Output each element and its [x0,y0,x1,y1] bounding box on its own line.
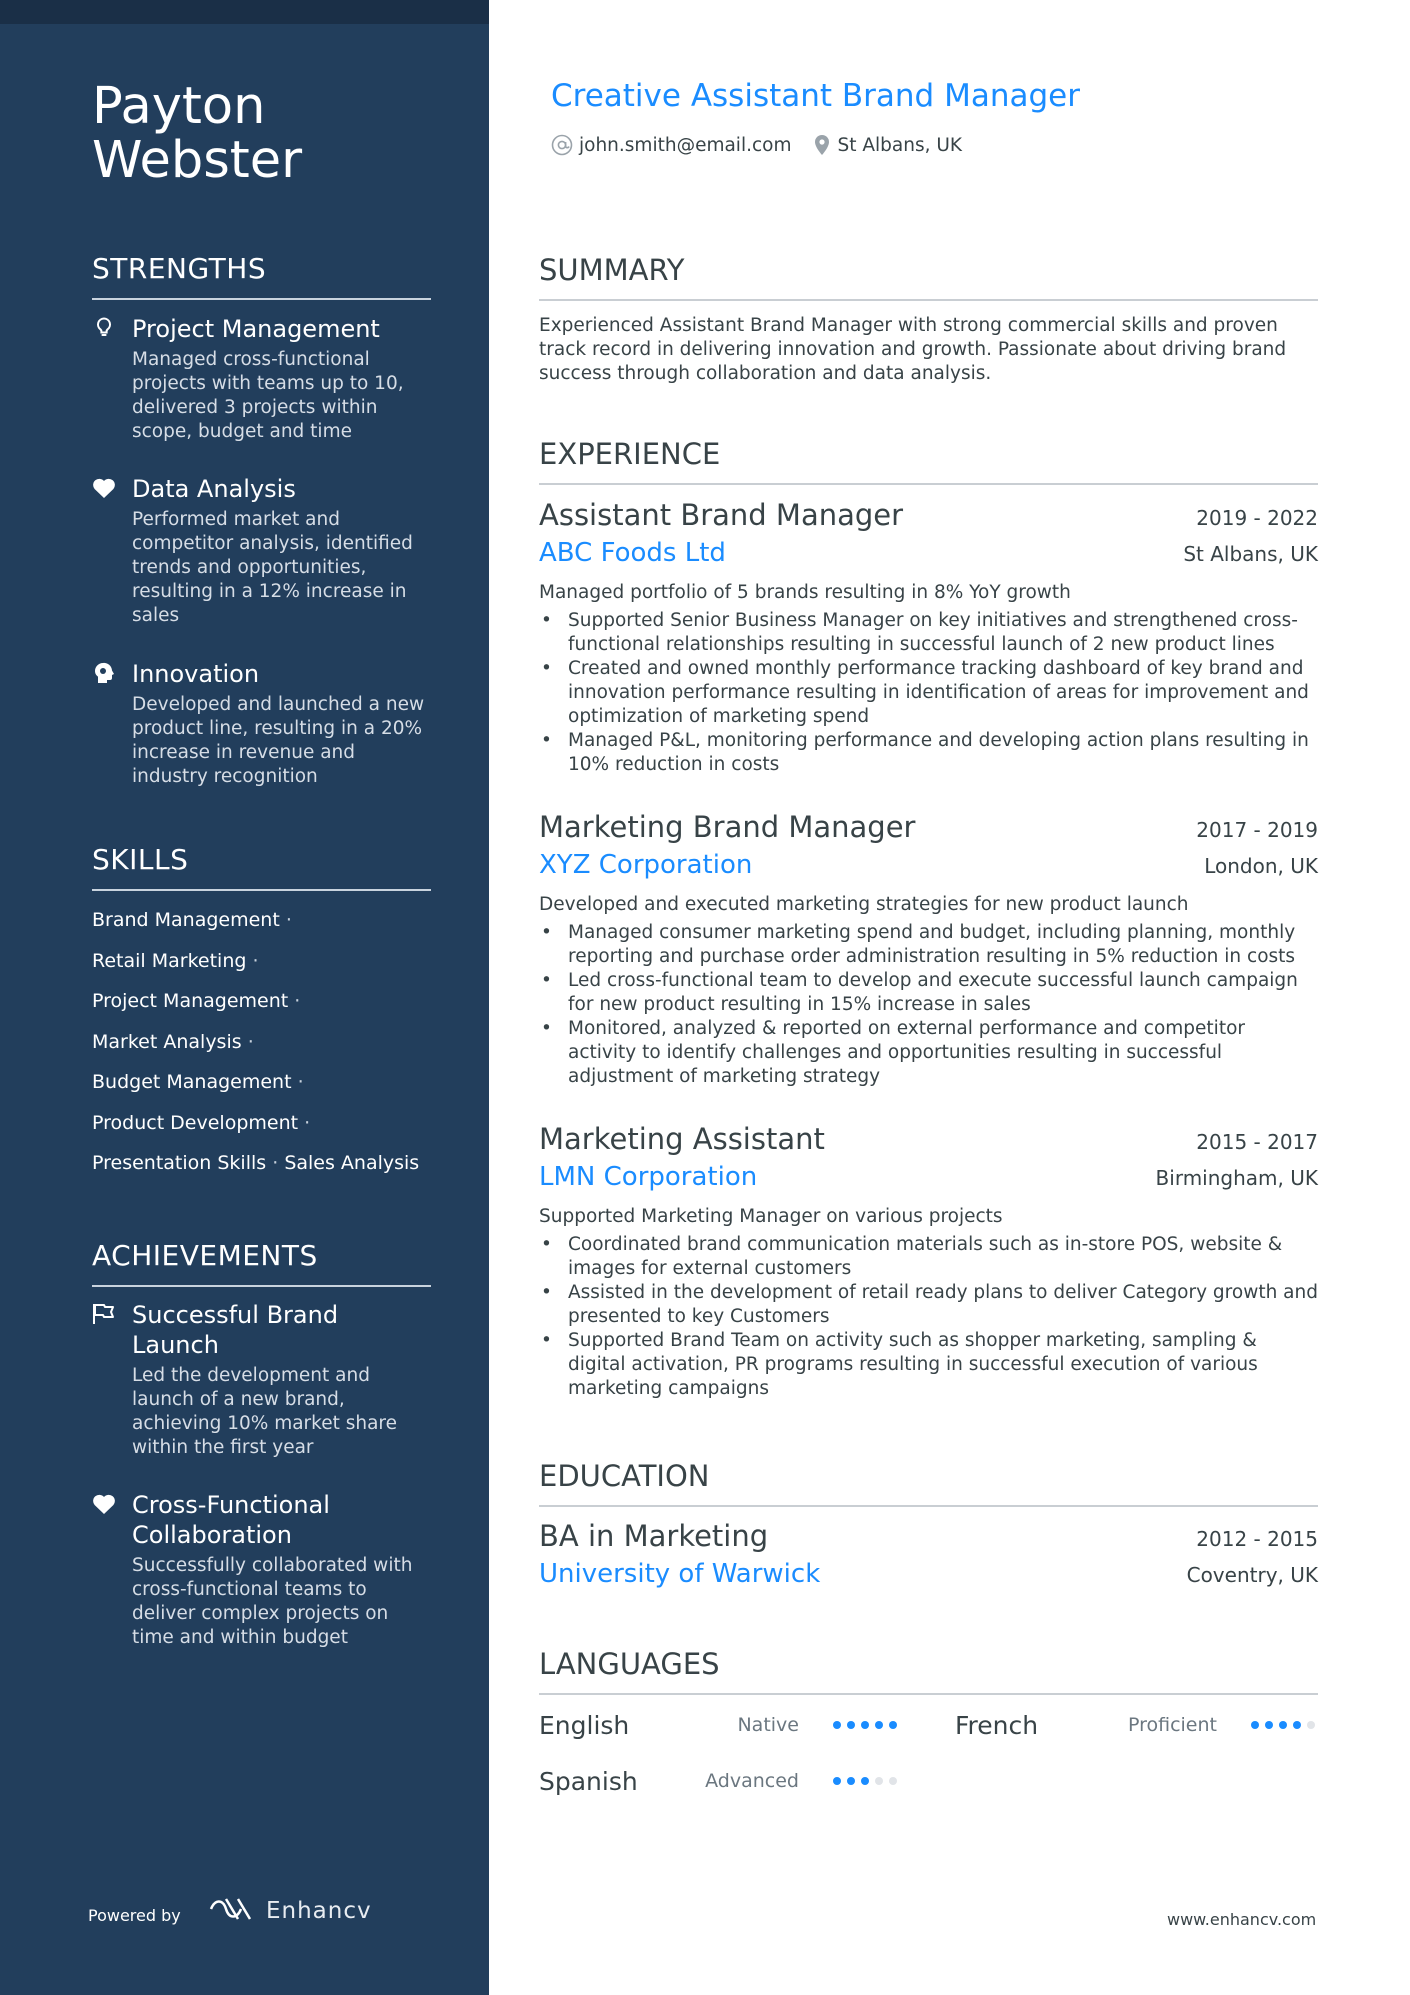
language-item [539,1710,899,1740]
job-bullet: • Managed P&L, monitoring performance and developing action plans resulting in 10% reduction in costs [539,729,1318,777]
job-bullet: • Assisted in the development of retail ready plans to deliver Category growth and presented to key Customers [539,1281,1318,1329]
skill-separator: · [285,909,292,931]
language-rating [833,1721,903,1729]
skill-separator: · [294,990,301,1012]
degree: BA in Marketing [539,1519,769,1553]
rating-dot [1307,1721,1315,1729]
language-name: Spanish [539,1766,638,1796]
job-company: XYZ Corporation [539,850,753,880]
education-location: Coventry, UK [1186,1563,1318,1587]
rating-dot [1265,1721,1273,1729]
skills-list [92,900,432,1184]
language-level: Proficient [1127,1714,1217,1736]
job-bullet: • Monitored, analyzed & reported on external performance and competitor activity to identify challenges and opportunities resulting in successful adjustment of marketing strategy [539,1017,1318,1089]
language-item [955,1710,1321,1740]
skill-label: Retail Marketing [92,949,247,972]
brain-icon [92,661,116,685]
skill-item [92,1062,432,1103]
last-name: Webster [92,131,303,190]
job-role: Marketing Assistant [539,1122,825,1156]
language-name: French [955,1710,1039,1740]
rating-dot [889,1721,897,1729]
job-location: Birmingham, UK [1155,1166,1318,1190]
education-dates: 2012 - 2015 [1196,1527,1318,1551]
strength-item [92,314,432,444]
job-intro: Supported Marketing Manager on various projects [539,1206,1003,1227]
lightbulb-icon [92,316,116,340]
languages-heading: LANGUAGES [539,1646,1318,1695]
job-intro: Developed and executed marketing strategies for new product launch [539,894,1189,915]
skill-separator: · [252,949,259,972]
experience-heading: EXPERIENCE [539,436,1318,485]
email-text: john.smith@email.com [579,134,792,156]
skill-separator: · [297,1071,304,1093]
email-contact[interactable] [551,134,791,156]
job-bullet: • Created and owned monthly performance tracking dashboard of key brand and innovation performance resulting in identification of areas for improvement and optimization of marketing spend [539,657,1318,729]
job-dates: 2017 - 2019 [1196,818,1318,842]
headline-title: Creative Assistant Brand Manager [551,78,1080,114]
job-location: London, UK [1204,854,1318,878]
job-bullet: • Led cross-functional team to develop and execute successful launch campaign for new product resulting in 15% increase in sales [539,969,1318,1017]
job-dates: 2019 - 2022 [1196,506,1318,530]
contact-info [551,134,984,156]
strengths-heading: STRENGTHS [92,252,431,300]
achievement-desc: Led the development and launch of a new brand, achieving 10% market share within the first year [132,1365,398,1458]
strength-desc: Developed and launched a new product line, resulting in a 20% increase in revenue and industry recognition [132,694,425,787]
strength-title: Innovation [132,660,260,688]
language-level: Native [737,1714,799,1736]
enhancv-wordmark: Enhancv [266,1898,372,1924]
job-company: LMN Corporation [539,1162,758,1192]
skill-label: Budget Management [92,1071,292,1093]
language-name: English [539,1710,630,1740]
flag-icon [92,1302,116,1326]
skill-item [92,1143,432,1184]
experience-entry [539,809,1318,1089]
skill-label: Presentation Skills [92,1152,267,1174]
candidate-name [92,77,452,190]
skill-separator: · [304,1111,311,1134]
language-item [539,1766,899,1796]
job-bullet: • Supported Brand Team on activity such as shopper marketing, sampling & digital activation, PR programs resulting in successful execution of various marketing campaigns [539,1329,1318,1401]
strength-desc: Performed market and competitor analysis, identified trends and opportunities, resulting in a 12% increase in sales [132,509,413,626]
at-icon [551,134,573,156]
skill-label: Project Management [92,990,289,1012]
skill-label: Brand Management [92,909,280,931]
skills-heading: SKILLS [92,843,431,891]
skill-separator: · [247,1030,254,1053]
job-dates: 2015 - 2017 [1196,1130,1318,1154]
first-name: Payton [92,77,266,136]
strength-desc: Managed cross-functional projects with teams up to 10, delivered 3 projects within scope, budget and time [132,349,404,442]
achievement-title-line: Cross-Functional [132,1491,330,1519]
language-rating [833,1777,903,1785]
skill-item [92,900,432,941]
rating-dot [1251,1721,1259,1729]
skill-item [92,981,432,1022]
school: University of Warwick [539,1559,821,1589]
rating-dot [847,1721,855,1729]
language-level: Advanced [705,1770,799,1792]
achievement-title [132,1300,432,1360]
rating-dot [861,1777,869,1785]
rating-dot [889,1777,897,1785]
strength-item [92,474,432,628]
job-bullet: • Managed consumer marketing spend and budget, including planning, monthly reporting and purchase order administration resulting in 5% reduction in costs [539,921,1318,969]
rating-dot [847,1777,855,1785]
rating-dot [833,1777,841,1785]
job-bullet: • Coordinated brand communication materials such as in-store POS, website & images for external customers [539,1233,1318,1281]
job-company: ABC Foods Ltd [539,538,726,568]
location-text: St Albans, UK [837,134,963,156]
job-intro: Managed portfolio of 5 brands resulting in 8% YoY growth [539,582,1071,603]
achievement-desc: Successfully collaborated with cross-functional teams to deliver complex projects on time and within budget [132,1555,413,1648]
achievement-title-line: Successful Brand [132,1301,339,1329]
enhancv-logo-icon [208,1896,256,1926]
sidebar-top-bar [0,0,489,24]
location-contact [813,134,962,156]
main-content [489,0,1410,1995]
job-role: Assistant Brand Manager [539,498,904,532]
achievement-item [92,1490,432,1650]
heart-icon [92,476,116,500]
language-rating [1251,1721,1321,1729]
experience-entry [539,1121,1318,1401]
sidebar [0,0,489,1995]
skill-label: Market Analysis [92,1030,242,1053]
skill-item [92,1103,432,1144]
achievements-heading: ACHIEVEMENTS [92,1239,431,1287]
job-bullet: • Supported Senior Business Manager on key initiatives and strengthened cross-functional relationships resulting in successful launch of 2 new product lines [539,609,1318,657]
rating-dot [875,1721,883,1729]
enhancv-logo[interactable] [208,1896,372,1926]
education-heading: EDUCATION [539,1458,1318,1507]
website-link[interactable]: www.enhancv.com [1167,1910,1317,1929]
skill-item [92,1022,432,1063]
job-location: St Albans, UK [1183,542,1318,566]
skill-label: Sales Analysis [284,1152,420,1174]
powered-by-label: Powered by [88,1906,181,1925]
skill-separator: · [272,1152,279,1174]
rating-dot [833,1721,841,1729]
strength-title: Project Management [132,315,380,343]
experience-entry [539,497,1318,777]
achievement-title [132,1490,432,1550]
skill-label: Product Development [92,1111,299,1134]
rating-dot [1279,1721,1287,1729]
achievement-title-line: Launch [132,1331,219,1359]
job-bullets [539,1233,1318,1401]
job-bullets [539,609,1318,777]
job-bullets [539,921,1318,1089]
skill-item [92,941,432,982]
rating-dot [875,1777,883,1785]
achievement-title-line: Collaboration [132,1521,292,1549]
strength-title: Data Analysis [132,475,296,503]
summary-text: Experienced Assistant Brand Manager with strong commercial skills and proven track record in delivering innovation and growth. Passionate about driving brand success through collaboration and data analysis. [539,315,1287,384]
rating-dot [861,1721,869,1729]
rating-dot [1293,1721,1301,1729]
strength-item [92,659,432,789]
summary-heading: SUMMARY [539,252,1318,301]
education-entry [539,1518,1318,1594]
job-role: Marketing Brand Manager [539,810,916,844]
location-pin-icon [813,134,831,156]
heart-icon [92,1492,116,1516]
achievement-item [92,1300,432,1460]
